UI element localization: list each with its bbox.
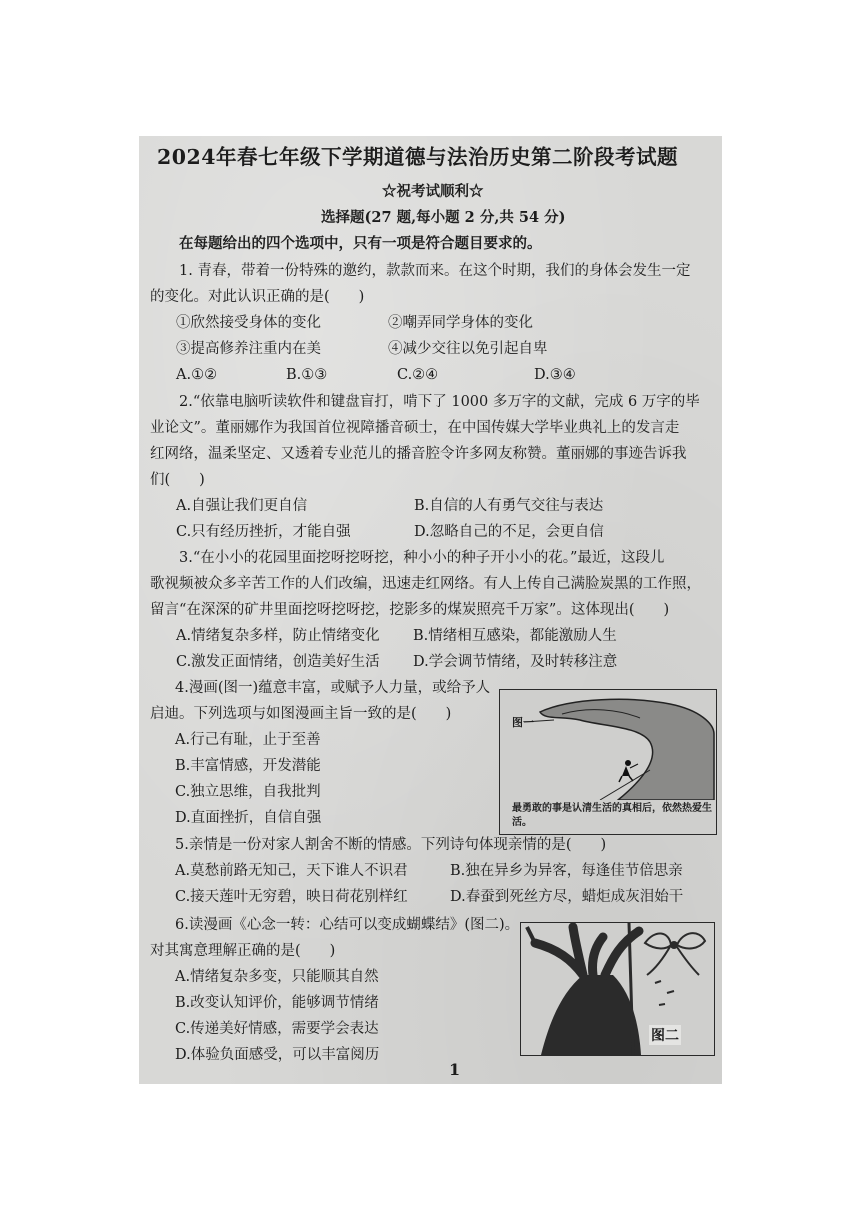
- q4-stem-line2: 启迪。下列选项与如图漫画主旨一致的是( ): [150, 706, 452, 722]
- q5-option-a: A.莫愁前路无知己，天下谁人不识君: [175, 863, 408, 879]
- q6-option-a: A.情绪复杂多变，只能顺其自然: [175, 969, 379, 985]
- q6-stem-line1: 6.读漫画《心念一转：心结可以变成蝴蝶结》(图二)。: [175, 917, 520, 933]
- q2-stem-line1: 2.“依靠电脑听读软件和键盘盲打，啃下了 1000 多万字的文献，完成 6 万字的毕: [179, 394, 700, 410]
- q1-statement-4: ④减少交往以免引起自卑: [388, 341, 548, 357]
- q6-stem-line2: 对其寓意理解正确的是( ): [150, 943, 336, 959]
- q3-option-a: A.情绪复杂多样，防止情绪变化: [176, 628, 380, 644]
- q3-option-b: B.情绪相互感染，都能激励人生: [413, 628, 617, 644]
- q4-option-a: A.行己有耻，止于至善: [175, 732, 321, 748]
- q1-option-b: B.①③: [286, 367, 328, 383]
- q4-stem-line1: 4.漫画(图一)蕴意丰富，或赋予人力量，或给予人: [175, 680, 491, 696]
- q6-option-d: D.体验负面感受，可以丰富阅历: [175, 1047, 380, 1063]
- q1-statement-3: ③提高修养注重内在美: [176, 341, 321, 357]
- q5-stem: 5.亲情是一份对家人割舍不断的情感。下列诗句体现亲情的是( ): [175, 837, 607, 853]
- q3-stem-line2: 歌视频被众多辛苦工作的人们改编，迅速走红网络。有人上传自己满脸炭黑的工作照，: [150, 576, 701, 592]
- q6-option-b: B.改变认知评价，能够调节情绪: [175, 995, 379, 1011]
- q1-stem-line1: 1. 青春，带着一份特殊的邀约，款款而来。在这个时期，我们的身体会发生一定: [179, 263, 691, 279]
- page-title: 2024年春七年级下学期道德与法治历史第二阶段考试题: [157, 145, 679, 169]
- q2-stem-line4: 们( ): [150, 472, 205, 488]
- exam-paper: [139, 136, 722, 1084]
- q1-option-a: A.①②: [176, 367, 218, 383]
- q5-option-b: B.独在异乡为异客，每逢佳节倍思亲: [450, 863, 683, 879]
- q2-option-b: B.自信的人有勇气交往与表达: [414, 498, 604, 514]
- q4-option-d: D.直面挫折，自信自强: [175, 810, 322, 826]
- q3-option-c: C.激发正面情绪，创造美好生活: [176, 654, 380, 670]
- figure-2-cartoon: [520, 922, 715, 1056]
- instruction-text: 在每题给出的四个选项中，只有一项是符合题目要求的。: [179, 235, 542, 252]
- q1-statement-2: ②嘲弄同学身体的变化: [388, 315, 533, 331]
- q2-stem-line2: 业论文”。董丽娜作为我国首位视障播音硕士，在中国传媒大学毕业典礼上的发言走: [150, 420, 680, 436]
- q2-option-c: C.只有经历挫折，才能自强: [176, 524, 351, 540]
- figure-2-drawing: [521, 923, 714, 1055]
- q2-option-a: A.自强让我们更自信: [176, 498, 308, 514]
- q2-stem-line3: 红网络，温柔坚定、又透着专业范儿的播音腔令许多网友称赞。董丽娜的事迹告诉我: [150, 446, 687, 462]
- figure-1-label: 图一: [512, 716, 534, 729]
- figure-1-cartoon: [499, 689, 717, 835]
- figure-2-label: 图二: [649, 1025, 681, 1045]
- figure-1-caption: 最勇敢的事是认清生活的真相后，依然热爱生活。: [512, 803, 712, 828]
- q1-option-c: C.②④: [397, 367, 439, 383]
- q3-stem-line3: 留言“在深深的矿井里面挖呀挖呀挖，挖影多的煤炭照亮千万家”。这体现出( ): [150, 602, 670, 618]
- q4-option-c: C.独立思维，自我批判: [175, 784, 321, 800]
- section-heading: 选择题(27 题,每小题 2 分,共 54 分): [321, 209, 566, 226]
- q1-statement-1: ①欣然接受身体的变化: [176, 315, 321, 331]
- q1-option-d: D.③④: [534, 367, 576, 383]
- q5-option-c: C.接天莲叶无穷碧，映日荷花别样红: [175, 889, 408, 905]
- q5-option-d: D.春蚕到死丝方尽，蜡炬成灰泪始干: [450, 889, 684, 905]
- q1-stem-line2: 的变化。对此认识正确的是( ): [150, 289, 365, 305]
- q6-option-c: C.传递美好情感，需要学会表达: [175, 1021, 379, 1037]
- q3-option-d: D.学会调节情绪，及时转移注意: [413, 654, 618, 670]
- q2-option-d: D.忽略自己的不足，会更自信: [414, 524, 604, 540]
- page-number: 1: [449, 1060, 461, 1079]
- exam-wish: ☆祝考试顺利☆: [382, 183, 484, 200]
- figure-1-drawing: [500, 690, 716, 800]
- q3-stem-line1: 3.“在小小的花园里面挖呀挖呀挖，种小小的种子开小小的花。”最近，这段儿: [179, 550, 665, 566]
- q4-option-b: B.丰富情感，开发潜能: [175, 758, 321, 774]
